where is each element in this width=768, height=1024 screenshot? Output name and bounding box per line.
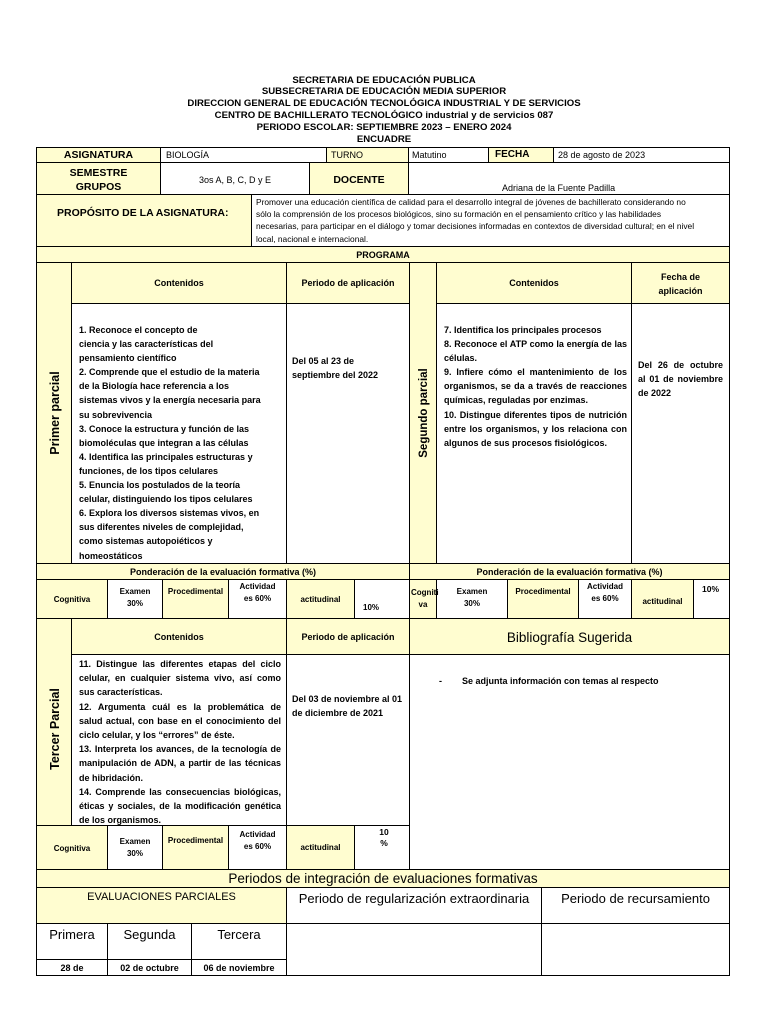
proposito-cell xyxy=(251,194,730,247)
segundo-periodo-value: Del 26 de octubre al 01 de noviembre de 2022 xyxy=(638,360,723,398)
recursamiento-cell xyxy=(541,923,730,976)
primer-contenido-line: como sistemas autopoiéticos y xyxy=(79,536,213,547)
parciales-head xyxy=(36,887,287,924)
primer-contenido-line: 5. Enuncia los postulados de la teoría xyxy=(79,480,241,491)
pond2-cognitiva: Cogniti va xyxy=(411,588,439,609)
pond2-examen: Examen 30% xyxy=(456,587,488,608)
tercer-contenidos-cell xyxy=(71,654,287,826)
header-line-6: ENCUADRE xyxy=(356,134,412,145)
tercer-item-12: 12. Argumenta cuál es la problemática de salud actual, con base en el conocimiento del ciclo celular, y los “errores” de éste. xyxy=(79,701,281,741)
tercer-item-13: 13. Interpreta los avances, de la tecnología de manipulación de ADN, a partir de las técnicas de hibridación. xyxy=(79,744,281,783)
pond2-actividades: Actividad es 60% xyxy=(586,582,623,603)
tercera-fecha-cell xyxy=(191,959,287,976)
pond1-examen-cell xyxy=(107,579,163,619)
tercer-contenidos-head xyxy=(71,618,287,655)
docente-value: Adriana de la Fuente Padilla xyxy=(502,183,616,193)
primer-periodo-cell xyxy=(286,303,410,564)
tercer-periodo-head xyxy=(286,618,410,655)
tercer-item-14: 14. Comprende las consecuencias biológicas, éticas y sociales, de la modificación genética de los organismos. xyxy=(79,786,281,826)
primer-contenidos-list xyxy=(79,323,284,563)
pond3-cognitiva: Cognitiva xyxy=(53,844,91,853)
bibliografia-bullet: - xyxy=(439,676,442,686)
primer-contenido-line: funciones, de los tipos celulares xyxy=(79,465,219,476)
turno-value: Matutino xyxy=(412,150,447,160)
integracion-title: Periodos de integración de evaluaciones formativas xyxy=(228,871,538,886)
pond2-examen-cell xyxy=(436,579,508,619)
fecha-label: FECHA xyxy=(495,149,530,160)
header-line-4: CENTRO DE BACHILLERATO TECNOLÓGICO industrial y de servicios 087 xyxy=(214,110,554,121)
tercer-periodo-value: Del 03 de noviembre al 01 de diciembre de 2021 xyxy=(292,694,403,718)
primer-contenido-line: 3. Conoce la estructura y función de las xyxy=(79,423,250,434)
pond2-actividades-cell xyxy=(578,579,632,619)
primer-contenido-line: 2. Comprende que el estudio de la materia xyxy=(79,367,260,378)
segunda-fecha-cell xyxy=(107,959,192,976)
asignatura-label-cell xyxy=(36,147,161,163)
primer-contenido-line: de la Biología hace referencia a los xyxy=(79,381,230,392)
primer-periodo-label: Periodo de aplicación xyxy=(301,278,395,288)
asignatura-cell xyxy=(160,147,327,163)
pond1-pct-cell xyxy=(354,579,410,619)
fecha-cell xyxy=(553,147,730,163)
primer-periodo-head xyxy=(286,262,410,304)
segundo-fecha-head xyxy=(631,262,730,304)
docente-label: DOCENTE xyxy=(333,174,385,186)
pond3-pct: 10 % xyxy=(379,827,389,848)
primer-contenido-line: sus diferentes niveles de complejidad, xyxy=(79,522,244,533)
pond3-procedimental: Procedimental xyxy=(167,836,224,845)
docente-cell xyxy=(408,162,730,195)
regularizacion-head xyxy=(286,887,542,924)
fecha-value: 28 de agosto de 2023 xyxy=(558,150,646,160)
pond2-pct-cell xyxy=(693,579,730,619)
segundo-contenidos-list xyxy=(444,323,627,450)
primer-contenido-line: ciencia y las características del xyxy=(79,339,214,350)
bibliografia-head xyxy=(409,618,730,655)
primer-contenido-line: homeostáticos xyxy=(79,550,143,561)
proposito-label: PROPÓSITO DE LA ASIGNATURA: xyxy=(57,207,229,219)
recursamiento-label: Periodo de recursamiento xyxy=(561,891,710,906)
primer-contenidos-head xyxy=(71,262,287,304)
segundo-periodo-cell xyxy=(631,303,730,564)
ponderacion-1-label: Ponderación de la evaluación formativa (%) xyxy=(129,567,317,577)
segundo-item-9: 9. Infiere cómo el mantenimiento de los organismos, se da a través de reacciones químicas, reguladas por enzimas. xyxy=(444,367,627,406)
primer-parcial-side xyxy=(36,262,72,564)
segundo-item-10: 10. Distingue diferentes tipos de nutrición entre los organismos, y los relaciona con algunos de sus procesos fisiológicos. xyxy=(444,409,627,448)
pond3-examen: Examen 30% xyxy=(119,837,151,858)
primer-contenidos-cell xyxy=(71,303,287,564)
primera-fecha: 28 de xyxy=(60,963,84,973)
pond1-actitudinal-cell xyxy=(286,579,355,619)
segundo-fecha-label: Fecha de aplicación xyxy=(658,272,703,296)
pond1-actividades: Actividad es 60% xyxy=(239,582,276,603)
pond1-examen: Examen 30% xyxy=(119,587,151,608)
tercera-cell xyxy=(191,923,287,960)
tercer-item-11: 11. Distingue las diferentes etapas del ciclo celular, en cualquier sistema vivo, así como sus características. xyxy=(79,659,281,698)
segundo-contenidos-cell xyxy=(436,303,632,564)
primer-contenido-line: 1. Reconoce el concepto de xyxy=(79,325,198,335)
header-line-1: SECRETARIA DE EDUCACIÓN PUBLICA xyxy=(292,75,476,86)
pond2-actitudinal-cell xyxy=(631,579,694,619)
primera-fecha-cell xyxy=(36,959,108,976)
pond2-cognitiva-cell xyxy=(409,579,437,619)
pond1-cognitiva-cell xyxy=(36,579,108,619)
integracion-bar xyxy=(36,869,730,888)
pond3-procedimental-cell xyxy=(162,825,229,870)
ponderacion-2-title xyxy=(409,563,730,580)
primer-contenido-line: su sobrevivencia xyxy=(79,409,153,420)
primer-periodo-value: Del 05 al 23 de septiembre del 2022 xyxy=(292,356,379,380)
turno-label: TURNO xyxy=(331,150,363,160)
pond1-actitudinal: actitudinal xyxy=(300,595,341,604)
primer-contenido-line: sistemas vivos y la energía necesaria para xyxy=(79,395,261,406)
pond1-actividades-cell xyxy=(228,579,287,619)
primer-contenido-line: pensamiento científico xyxy=(79,353,177,364)
primer-contenido-line: 4. Identifica las principales estructuras y xyxy=(79,451,253,462)
recursamiento-head xyxy=(541,887,730,924)
segunda-label: Segunda xyxy=(123,927,176,942)
segundo-parcial-label: Segundo parcial xyxy=(418,368,430,458)
pond3-pct-cell xyxy=(354,825,410,870)
segundo-contenidos-head xyxy=(436,262,632,304)
header-line-3: DIRECCION GENERAL DE EDUCACIÓN TECNOLÓGICA INDUSTRIAL Y DE SERVICIOS xyxy=(187,98,581,109)
grupos-cell xyxy=(160,162,310,195)
pond3-actitudinal: actitudinal xyxy=(300,843,341,852)
programa-bar xyxy=(36,246,730,263)
segunda-fecha: 02 de octubre xyxy=(120,963,179,973)
pond3-actividades: Actividad es 60% xyxy=(239,830,276,851)
primer-parcial-label: Primer parcial xyxy=(48,371,62,455)
proposito-label-cell xyxy=(36,194,252,247)
primer-contenidos-label: Contenidos xyxy=(154,278,204,288)
segundo-item-7: 7. Identifica los principales procesos xyxy=(444,325,602,335)
pond2-procedimental-cell xyxy=(507,579,579,619)
primer-contenido-line: biomoléculas que integran a las células xyxy=(79,437,249,448)
turno-label-cell xyxy=(326,147,409,163)
pond1-procedimental: Procedimental xyxy=(167,587,224,596)
proposito-text: Promover una educación científica de calidad para el desarrollo integral de jóvenes de bachillerato considerando no sólo la comprensión de los procesos biológicos, sino su formación en el pensamiento crítico y las habilidades necesarias, para participar en el diálogo y tomar decisiones informadas en contextos de diversidad cultural; en el nivel local, nacional e internacional. xyxy=(256,197,695,244)
bibliografia-item: Se adjunta información con temas al respecto xyxy=(462,676,659,686)
semestre-label-cell xyxy=(36,162,161,195)
pond2-pct: 10% xyxy=(702,584,720,594)
bibliografia-title: Bibliografía Sugerida xyxy=(506,630,633,645)
ponderacion-1-title xyxy=(36,563,410,580)
primer-contenido-line: 6. Explora los diversos sistemas vivos, en xyxy=(79,508,260,519)
tercera-label: Tercera xyxy=(217,927,261,942)
regularizacion-cell xyxy=(286,923,542,976)
asignatura-label: ASIGNATURA xyxy=(63,149,134,161)
primera-cell xyxy=(36,923,108,960)
programa-label: PROGRAMA xyxy=(356,250,410,260)
pond1-cognitiva: Cognitiva xyxy=(53,595,91,604)
segundo-parcial-side xyxy=(409,262,437,564)
pond2-procedimental: Procedimental xyxy=(515,587,571,596)
tercer-periodo-label: Periodo de aplicación xyxy=(301,632,395,642)
segunda-cell xyxy=(107,923,192,960)
docente-label-cell xyxy=(309,162,409,195)
asignatura-value: BIOLOGÍA xyxy=(166,150,210,160)
ponderacion-2-label: Ponderación de la evaluación formativa (%) xyxy=(476,567,663,577)
tercer-contenidos-label: Contenidos xyxy=(154,632,204,642)
pond1-procedimental-cell xyxy=(162,579,229,619)
tercer-periodo-cell xyxy=(286,654,410,826)
grupos-value: 3os A, B, C, D y E xyxy=(198,175,272,185)
pond2-actitudinal: actitudinal xyxy=(642,597,683,606)
fecha-label-cell xyxy=(488,147,554,163)
pond3-actividades-cell xyxy=(228,825,287,870)
header-line-2: SUBSECRETARIA DE EDUCACIÓN MEDIA SUPERIOR xyxy=(261,86,507,97)
tercer-contenidos-list xyxy=(79,657,281,827)
regularizacion-label: Periodo de regularización extraordinaria xyxy=(298,891,530,906)
turno-cell xyxy=(408,147,489,163)
primera-label: Primera xyxy=(49,927,95,942)
header-line-5: PERIODO ESCOLAR: SEPTIEMBRE 2023 – ENERO 2024 xyxy=(256,122,512,133)
segundo-contenidos-label: Contenidos xyxy=(509,278,559,288)
bibliografia-cell xyxy=(409,654,730,870)
semestre-label: SEMESTRE GRUPOS xyxy=(69,167,128,193)
tercera-fecha: 06 de noviembre xyxy=(203,963,275,973)
pond3-cognitiva-cell xyxy=(36,825,108,870)
primer-contenido-line: celular, distinguiendo los tipos celulares xyxy=(79,494,253,505)
pond1-pct: 10% xyxy=(363,603,380,612)
pond3-actitudinal-cell xyxy=(286,825,355,870)
segundo-item-8: 8. Reconoce el ATP como la energía de las células. xyxy=(444,339,627,364)
pond3-examen-cell xyxy=(107,825,163,870)
tercer-parcial-label: Tercer Parcial xyxy=(48,688,62,770)
parciales-label: EVALUACIONES PARCIALES xyxy=(87,891,236,903)
